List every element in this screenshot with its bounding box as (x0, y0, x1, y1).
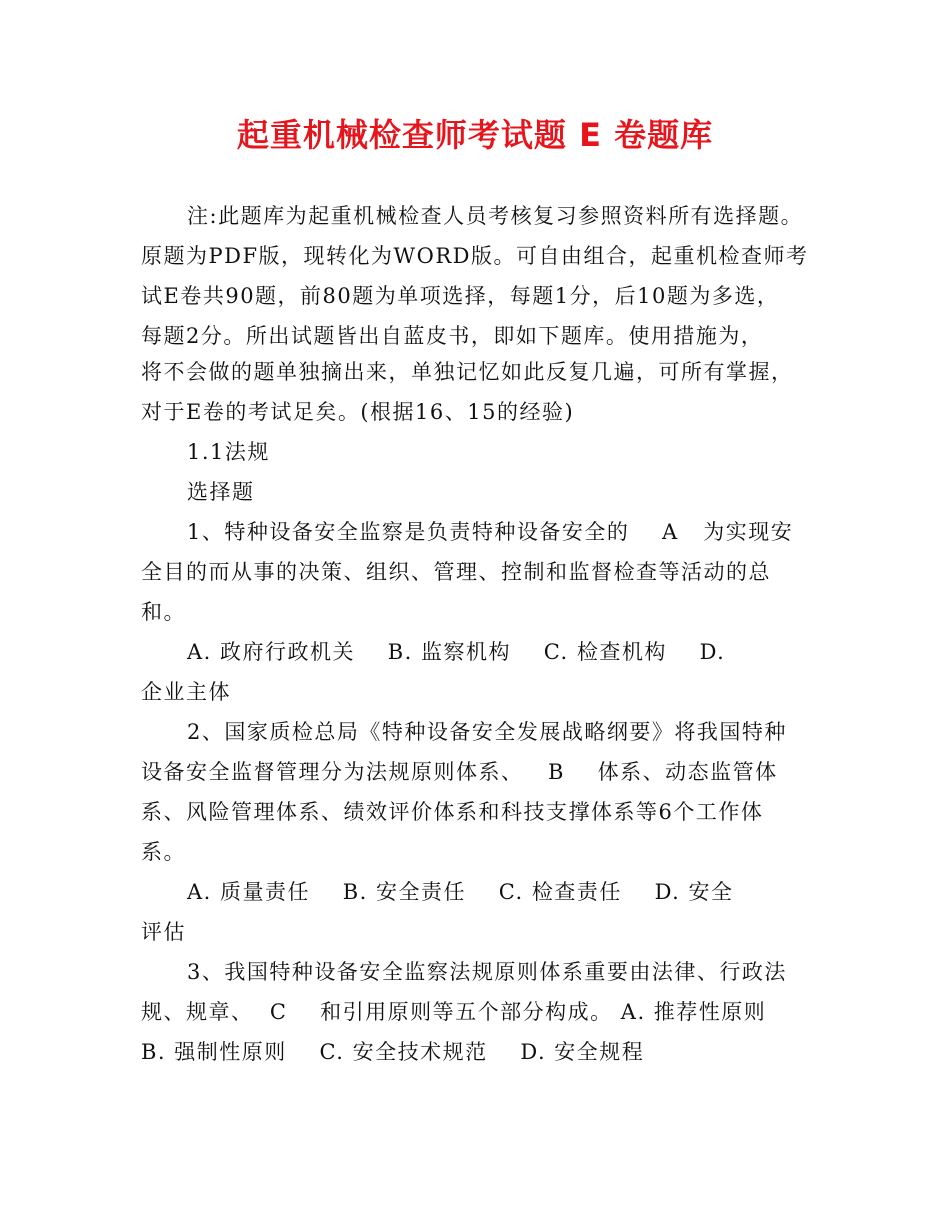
text-line: 原题为PDF版，现转化为WORD版。可自由组合，起重机检查师考 (141, 244, 809, 268)
question-options: A. 政府行政机关 B. 监察机构 C. 检查机构 D. (187, 640, 726, 664)
section-subheading: 选择题 (187, 480, 255, 504)
question-text: 系、风险管理体系、绩效评价体系和科技支撑体系等6个工作体 (141, 800, 764, 824)
question-text: 设备安全监督管理分为法规原则体系、 B 体系、动态监管体 (141, 760, 778, 784)
question-text: 全目的而从事的决策、组织、管理、控制和监督检查等活动的总 (141, 560, 771, 584)
question-text: 系。 (141, 840, 186, 864)
document-title: 起重机械检查师考试题 E 卷题库 (236, 116, 714, 154)
question-text: 1、特种设备安全监察是负责特种设备安全的 A 为实现安 (187, 520, 794, 544)
question-options: B. 强制性原则 C. 安全技术规范 D. 安全规程 (141, 1040, 645, 1064)
section-heading: 1.1法规 (187, 440, 270, 464)
question-text: 2、国家质检总局《特种设备安全发展战略纲要》将我国特种 (187, 720, 787, 744)
question-options: 评估 (141, 920, 186, 944)
question-text: 和。 (141, 600, 186, 624)
question-options: A. 质量责任 B. 安全责任 C. 检查责任 D. 安全 (187, 880, 734, 904)
question-text: 3、我国特种设备安全监察法规原则体系重要由法律、行政法 (187, 960, 787, 984)
question-text: 规、规章、 C 和引用原则等五个部分构成。 A. 推荐性原则 (141, 1000, 767, 1024)
text-line: 对于E卷的考试足矣。(根据16、15的经验) (141, 400, 575, 424)
question-options: 企业主体 (141, 680, 231, 704)
text-line: 注:此题库为起重机械检查人员考核复习参照资料所有选择题。 (187, 204, 804, 228)
text-line: 将不会做的题单独摘出来，单独记忆如此反复几遍，可所有掌握， (141, 360, 794, 384)
text-line: 试E卷共90题，前80题为单项选择，每题1分，后10题为多选， (141, 284, 780, 308)
text-line: 每题2分。所出试题皆出自蓝皮书，即如下题库。使用措施为， (141, 324, 764, 348)
